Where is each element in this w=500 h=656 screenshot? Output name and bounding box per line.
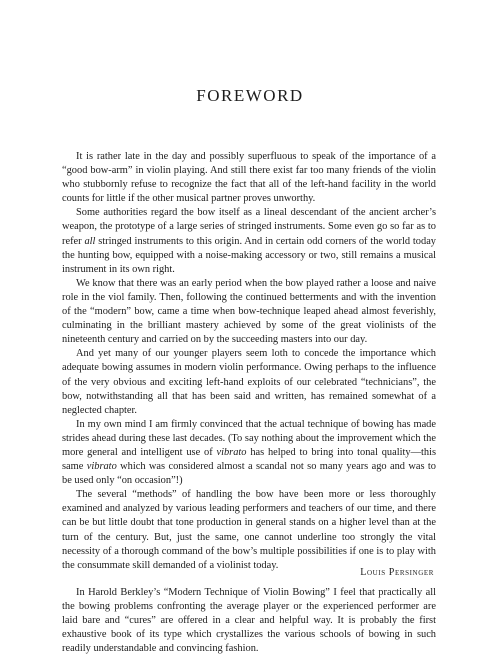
paragraph: We know that there was an early period when the bow played rather a loose and naive role in the viol family. Then, following the continued betterments and with the invention of the “modern” bow, came a time when bow-technique leaped ahead almost feverishly, culminating in the brilliant mastery achieved by some of the great violinists of the nineteenth century and carried on by the succeeding masters into our day.: [62, 277, 436, 346]
emphasized-word: vibrato: [86, 461, 117, 473]
paragraph: It is rather late in the day and possibly superfluous to speak of the importance of a “good bow-arm” in violin playing. And still there exist far too many friends of the violin who stubbornly refuse to recognize the fact that all of the left-hand facility in the world counts for little if the other musical partner proves unworthy.: [62, 151, 436, 205]
paragraph: The several “methods” of handling the bow have been more or less thoroughly examined and analyzed by various leading performers and teachers of our time, and there can be but little doubt that tone production in general stands on a higher level than at the turn of the century. But, just the same, one cannot underline too strongly the vital necessity of a thorough command of the bow’s multiple possibilities if one is to play with the consummate skill demanded of a violinist today.: [62, 489, 436, 571]
emphasized-word: vibrato: [216, 446, 247, 458]
paragraph: In Harold Berkley’s “Modern Technique of Violin Bowing” I feel that practically all the bowing problems confronting the average player or the experienced performer are laid bare and “cures” are offered in a clear and helpful way. It is probably the first exhaustive book of its type which crystallizes the various schools of bowing in such readily understandable and convincing fashion.: [62, 586, 436, 655]
paragraph: Some authorities regard the bow itself as a lineal descendant of the ancient archer’s weapon, the prototype of a large series of stringed instruments. Some even go so far as to refer all stringed instruments to this origin. And in certain odd corners of the world today the hunting bow, equipped with a noise-making accessory or two, still remains a musical instrument in its own right.: [62, 207, 436, 275]
author-signature: Louis Persinger: [360, 567, 434, 578]
foreword-body: [62, 150, 436, 656]
paragraph: And yet many of our younger players seem loth to concede the importance which adequate bowing assumes in modern violin performance. Owing perhaps to the influence of the very obvious and exciting left-hand exploits of our celebrated “technicians”, the bow, notwithstanding all that has been said and written, has remained somewhat of a neglected chapter.: [62, 348, 436, 416]
paragraph: In my own mind I am firmly convinced that the actual technique of bowing has made strides ahead during these last decades. (To say nothing about the improvement which the more general and intelligent use of vibrato has helped to bring into tonal quality—this same vibrato which was considered almost a scandal not so many years ago and was to be used only “on occasion”!): [62, 418, 436, 487]
emphasized-word: all: [84, 235, 96, 247]
page-title: FOREWORD: [196, 86, 304, 105]
